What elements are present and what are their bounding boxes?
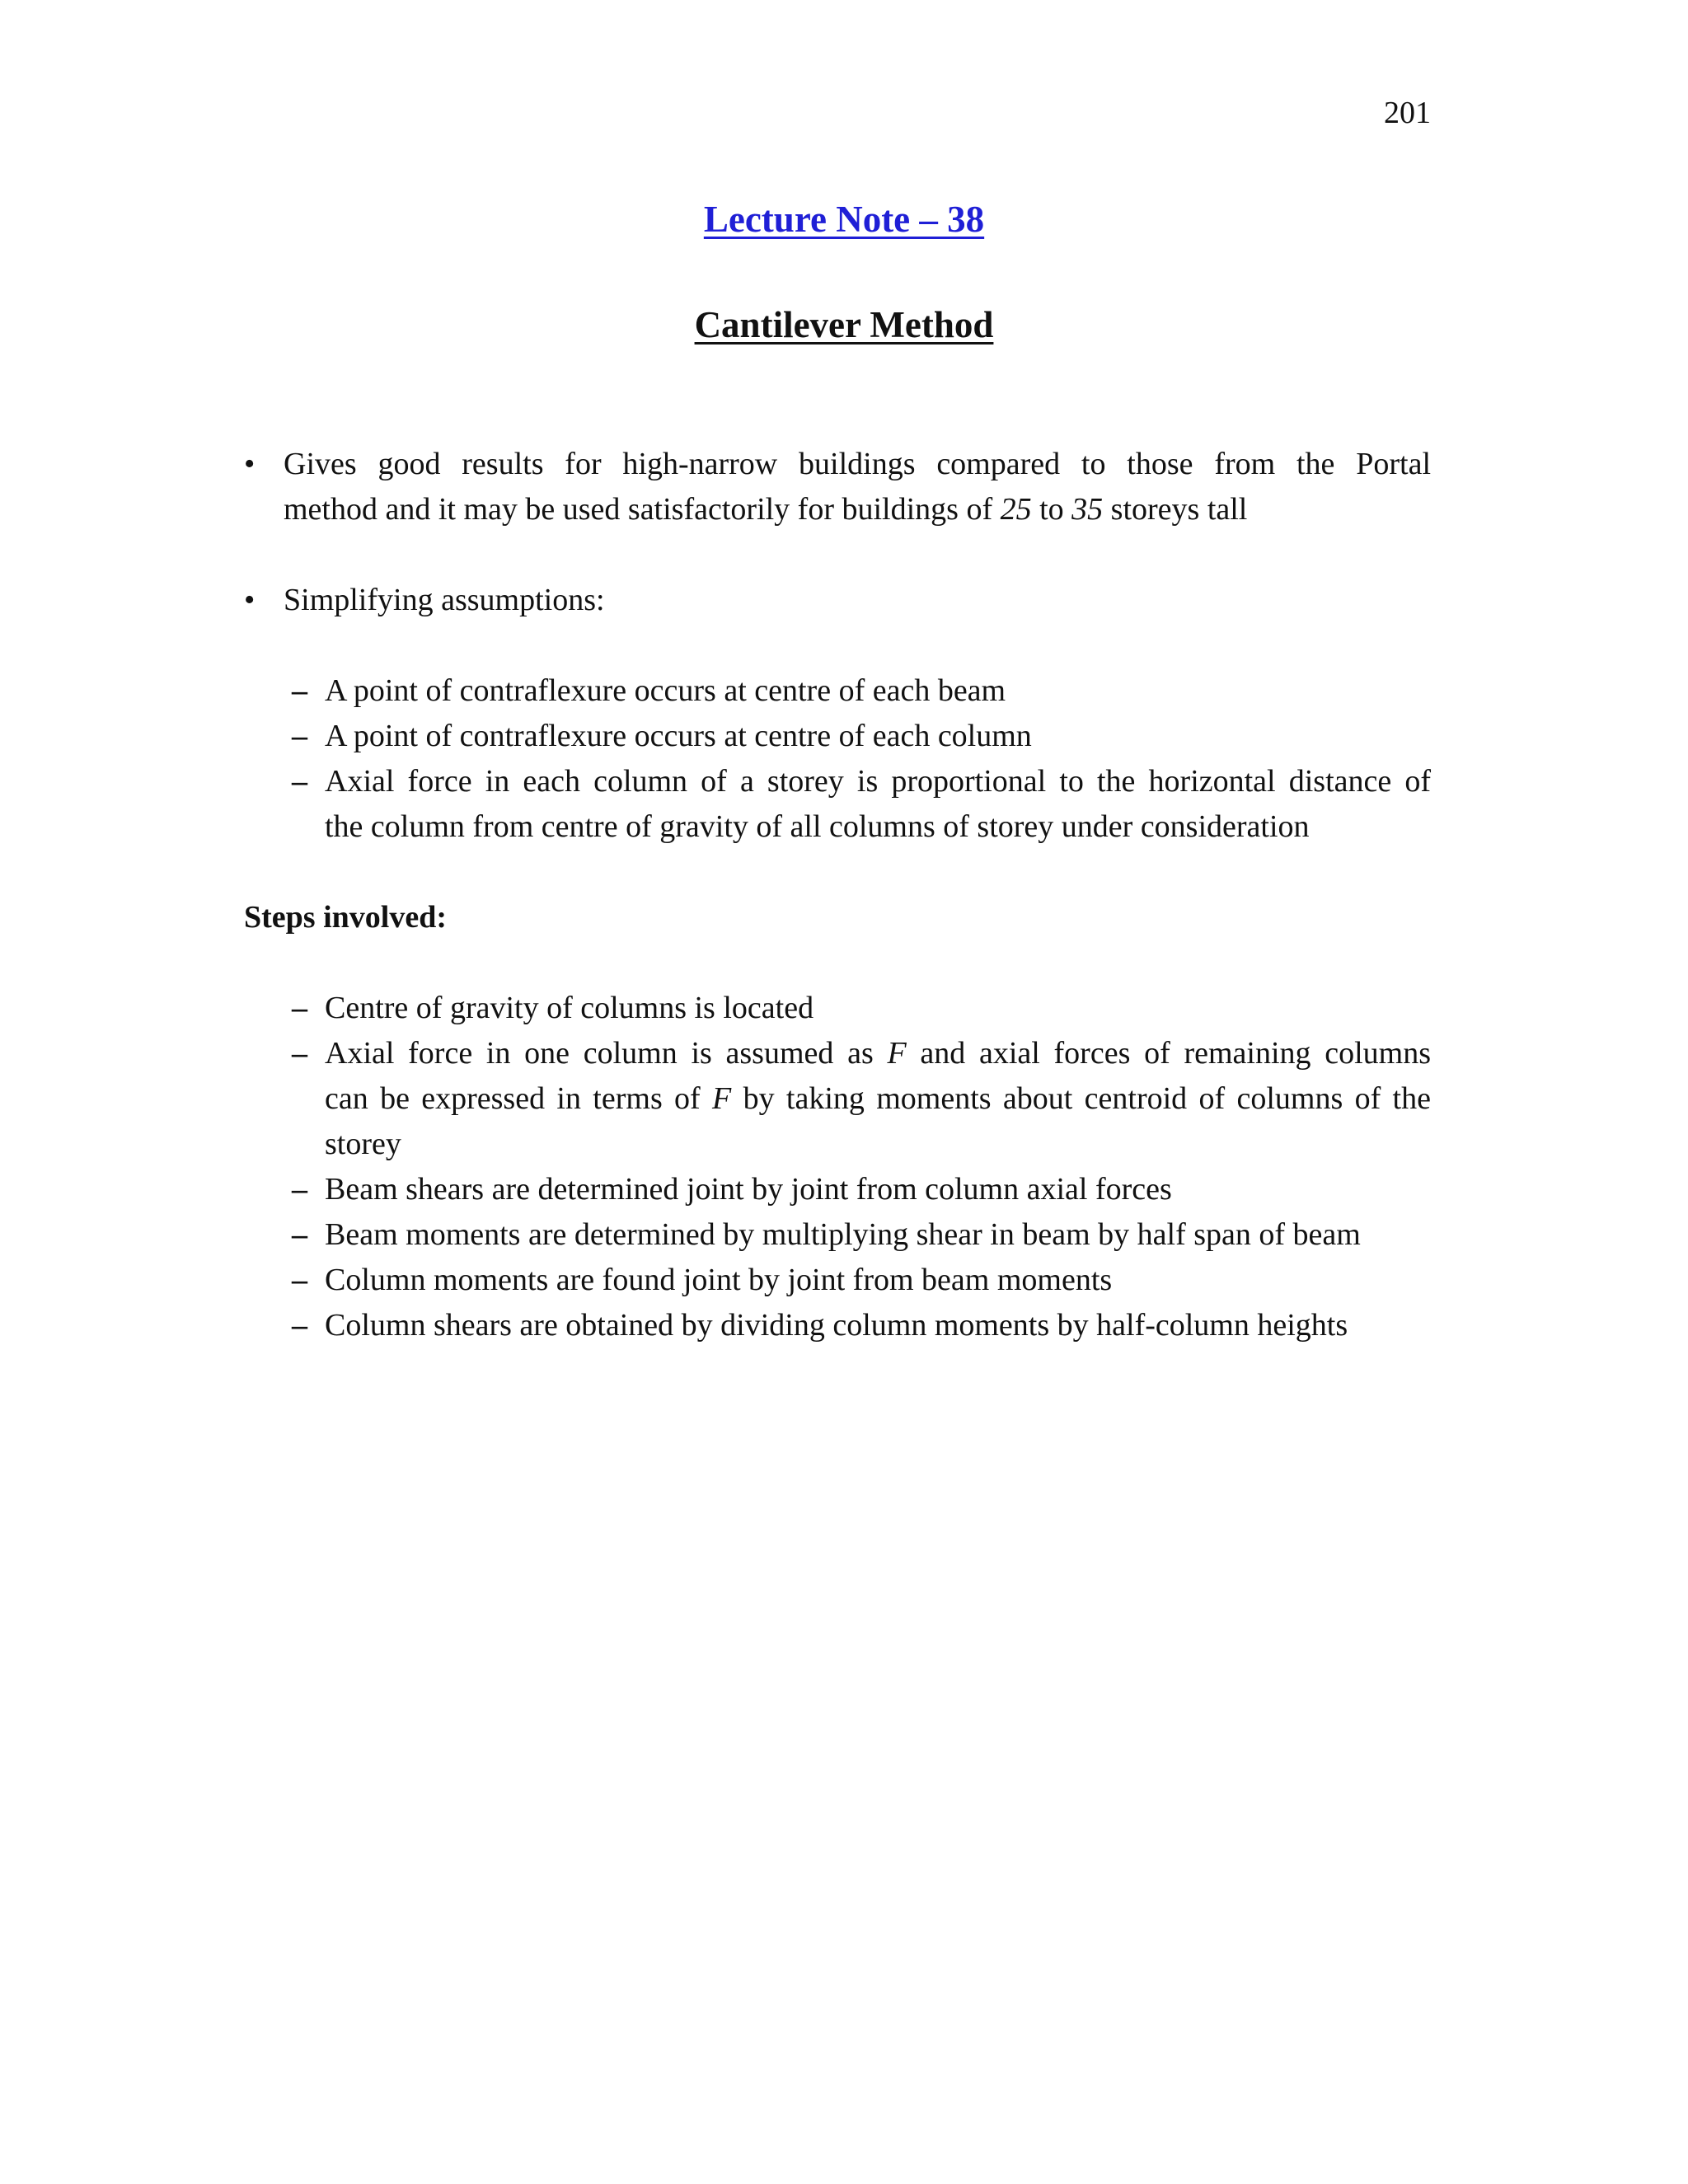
dash-icon: – [292,991,307,1025]
page-number: 201 [1384,96,1431,130]
list-item: – Axial force in one column is assumed as F and axial forces of remaining columns can be expressed in terms of F by taking moments about centroid of columns of the storey [292,1031,1431,1167]
list-item: – A point of contraflexure occurs at centre of each beam [292,668,1431,714]
force-variable: F [712,1081,732,1116]
bullet-line: Gives good results for high-narrow buildings compared to those from the Portal [284,447,1431,481]
section-title: Cantilever Method [694,304,994,345]
list-item: – A point of contraflexure occurs at centre of each column [292,714,1431,759]
steps-heading: Steps involved: [244,900,447,935]
assumptions-list [292,668,1431,850]
document-body [244,442,1431,1348]
dash-icon: – [292,1217,307,1252]
list-item: – Beam moments are determined by multiplying shear in beam by half span of beam [292,1212,1431,1258]
list-item: – Beam shears are determined joint by joint from column axial forces [292,1167,1431,1212]
storey-count-max: 35 [1071,492,1104,527]
bullet-icon: • [244,583,256,617]
bullet-text: Simplifying assumptions: [284,583,605,617]
dash-icon: – [292,673,307,708]
dash-icon: – [292,1036,307,1071]
list-item: – Axial force in each column of a storey is proportional to the horizontal distance of the column from centre of gravity of all columns of storey under consideration [292,759,1431,850]
dash-icon: – [292,1263,307,1297]
bullet-item-results [244,442,1431,532]
dash-icon: – [292,764,307,799]
list-item: – Centre of gravity of columns is located [292,986,1431,1031]
list-item: – Column shears are obtained by dividing column moments by half-column heights [292,1303,1431,1348]
steps-list [292,986,1431,1348]
dash-icon: – [292,1308,307,1343]
force-variable: F [887,1036,907,1071]
lecture-title-link[interactable]: Lecture Note – 38 [703,199,985,240]
bullet-item-assumptions [244,578,1431,623]
bullet-icon: • [244,447,256,481]
list-item: – Column moments are found joint by joint from beam moments [292,1258,1431,1303]
bullet-line: method and it may be used satisfactorily for buildings of 25 to 35 storeys tall [284,492,1248,527]
dash-icon: – [292,1172,307,1207]
storey-count-min: 25 [1000,492,1032,527]
dash-icon: – [292,719,307,753]
